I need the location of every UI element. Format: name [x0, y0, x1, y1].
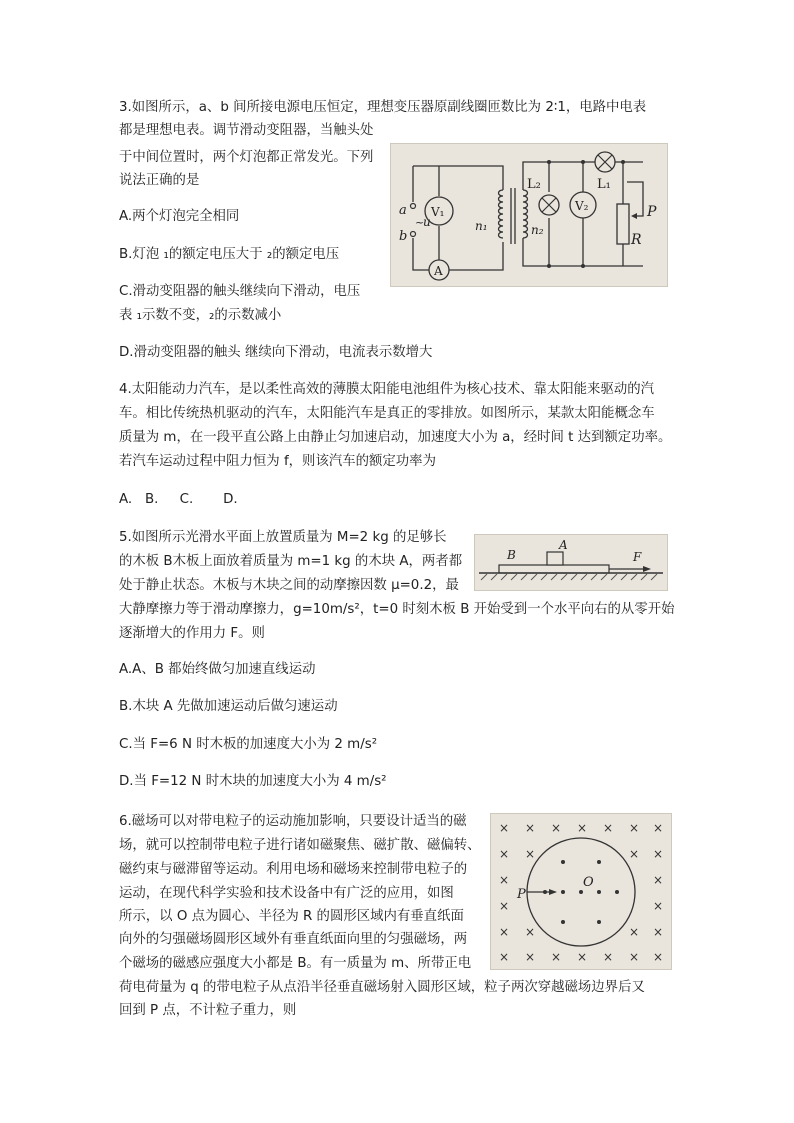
terminal-b-label: b: [399, 229, 408, 244]
n1-label: n₁: [475, 219, 488, 233]
magnetic-field-diagram: [491, 814, 671, 969]
svg-text:~: ~: [415, 216, 425, 229]
voltmeter-v2-label: V₂: [575, 199, 589, 213]
board-b-label: B: [507, 548, 516, 562]
q4-line-1: 4.太阳能动力汽车，是以柔性高效的薄膜太阳能电池组件为核心技术、靠太阳能来驱动的汽: [119, 382, 655, 397]
q3-option-c: C.滑动变阻器的触头继续向下滑动，电压: [119, 284, 361, 299]
svg-text:×: ×: [603, 821, 614, 835]
q3-line-2: 都是理想电表。调节滑动变阻器，当触头处: [119, 123, 374, 138]
svg-text:×: ×: [653, 821, 664, 835]
svg-text:×: ×: [525, 847, 536, 861]
voltmeter-v1-label: V₁: [431, 205, 445, 219]
board-block-diagram: [475, 535, 667, 590]
svg-text:×: ×: [577, 950, 588, 964]
q6-line-3: 磁约束与磁滞留等运动。利用电场和磁场来控制带电粒子的: [119, 862, 468, 877]
svg-text:×: ×: [603, 950, 614, 964]
q4-line-4: 若汽车运动过程中阻力恒为 f，则该汽车的额定功率为: [119, 454, 436, 469]
slider-p-label: P: [647, 204, 657, 220]
lamp-l1-label: L₁: [597, 177, 611, 192]
q4-line-2: 车。相比传统热机驱动的汽车，太阳能汽车是真正的零排放。如图所示，某款太阳能概念车: [119, 406, 655, 421]
q5-line-4: 大静摩擦力等于滑动摩擦力，g=10m/s²，t=0 时刻木板 B 开始受到一个水平向右的从零开始: [119, 602, 675, 617]
svg-text:×: ×: [629, 950, 640, 964]
ammeter-label: A: [434, 264, 443, 278]
transformer-circuit-diagram: [391, 144, 667, 286]
q3-option-a: A.两个灯泡完全相同: [119, 209, 240, 224]
svg-text:×: ×: [499, 821, 510, 835]
svg-text:×: ×: [499, 899, 510, 913]
q5-line-1: 5.如图所示光滑水平面上放置质量为 M=2 kg 的足够长: [119, 530, 447, 545]
q6-line-8: 荷电荷量为 q 的带电粒子从点沿半径垂直磁场射入圆形区域，粒子两次穿越磁场边界后又: [119, 980, 645, 995]
lamp-l2-label: L₂: [527, 177, 541, 192]
q5-line-5: 逐渐增大的作用力 F。则: [119, 626, 265, 641]
board-block-figure: [474, 534, 668, 591]
voltage-u-label: u: [423, 215, 431, 229]
force-f-label: F: [633, 550, 642, 564]
center-o-label: O: [583, 875, 594, 890]
q5-option-a: A.A、B 都始终做匀加速直线运动: [119, 662, 316, 677]
svg-text:×: ×: [629, 821, 640, 835]
q4-line-3: 质量为 m，在一段平直公路上由静止匀加速启动，加速度大小为 a，经时间 t 达到额定功率。: [119, 430, 672, 445]
q5-option-d: D.当 F=12 N 时木块的加速度大小为 4 m/s²: [119, 774, 387, 789]
svg-text:×: ×: [653, 847, 664, 861]
svg-text:×: ×: [653, 899, 664, 913]
magnetic-field-figure: [490, 813, 672, 970]
svg-text:×: ×: [499, 873, 510, 887]
svg-text:×: ×: [577, 821, 588, 835]
svg-text:×: ×: [629, 925, 640, 939]
q6-line-9: 回到 P 点，不计粒子重力，则: [119, 1003, 297, 1018]
q6-line-7: 个磁场的磁感应强度大小都是 B。有一质量为 m、所带正电: [119, 956, 472, 971]
q6-line-1: 6.磁场可以对带电粒子的运动施加影响，只要设计适当的磁: [119, 814, 467, 829]
q3-line-4: 说法正确的是: [119, 173, 200, 188]
svg-text:×: ×: [525, 821, 536, 835]
transformer-circuit-figure: [390, 143, 668, 287]
svg-text:×: ×: [551, 950, 562, 964]
q6-line-2: 场，就可以控制带电粒子进行诸如磁聚焦、磁扩散、磁偏转、: [119, 838, 481, 853]
svg-text:×: ×: [551, 821, 562, 835]
q5-option-b: B.木块 A 先做加速运动后做匀速运动: [119, 699, 338, 714]
q3-line-1: 3.如图所示，a、b 间所接电源电压恒定，理想变压器原副线圈匝数比为 2∶1，电路中电表: [119, 100, 647, 115]
svg-text:×: ×: [525, 950, 536, 964]
q3-option-d: D.滑动变阻器的触头 继续向下滑动，电流表示数增大: [119, 345, 433, 360]
q3-option-c-cont: 表 ₁示数不变，₂的示数减小: [119, 308, 282, 323]
q3-line-3: 于中间位置时，两个灯泡都正常发光。下列: [119, 150, 374, 165]
point-p-label: P: [517, 887, 526, 902]
svg-text:×: ×: [499, 847, 510, 861]
svg-text:×: ×: [653, 950, 664, 964]
q4-options: A. B. C. D.: [119, 492, 238, 507]
svg-text:×: ×: [653, 873, 664, 887]
n2-label: n₂: [531, 223, 544, 237]
q6-line-4: 运动，在现代科学实验和技术设备中有广泛的应用，如图: [119, 886, 454, 901]
q6-line-5: 所示，以 O 点为圆心、半径为 R 的圆形区域内有垂直纸面: [119, 909, 464, 924]
q5-line-3: 处于静止状态。木板与木块之间的动摩擦因数 μ=0.2，最: [119, 578, 459, 593]
svg-text:×: ×: [499, 925, 510, 939]
terminal-a-label: a: [399, 203, 407, 218]
q6-line-6: 向外的匀强磁场圆形区域外有垂直纸面向里的匀强磁场，两: [119, 932, 468, 947]
svg-text:×: ×: [653, 925, 664, 939]
q5-line-2: 的木板 B木板上面放着质量为 m=1 kg 的木块 A，两者都: [119, 554, 463, 569]
rheostat-r-label: R: [631, 232, 642, 248]
svg-text:×: ×: [629, 847, 640, 861]
q5-option-c: C.当 F=6 N 时木板的加速度大小为 2 m/s²: [119, 737, 378, 752]
svg-text:×: ×: [525, 925, 536, 939]
svg-text:×: ×: [499, 950, 510, 964]
q3-option-b: B.灯泡 ₁的额定电压大于 ₂的额定电压: [119, 247, 340, 262]
block-a-label: A: [559, 538, 568, 552]
